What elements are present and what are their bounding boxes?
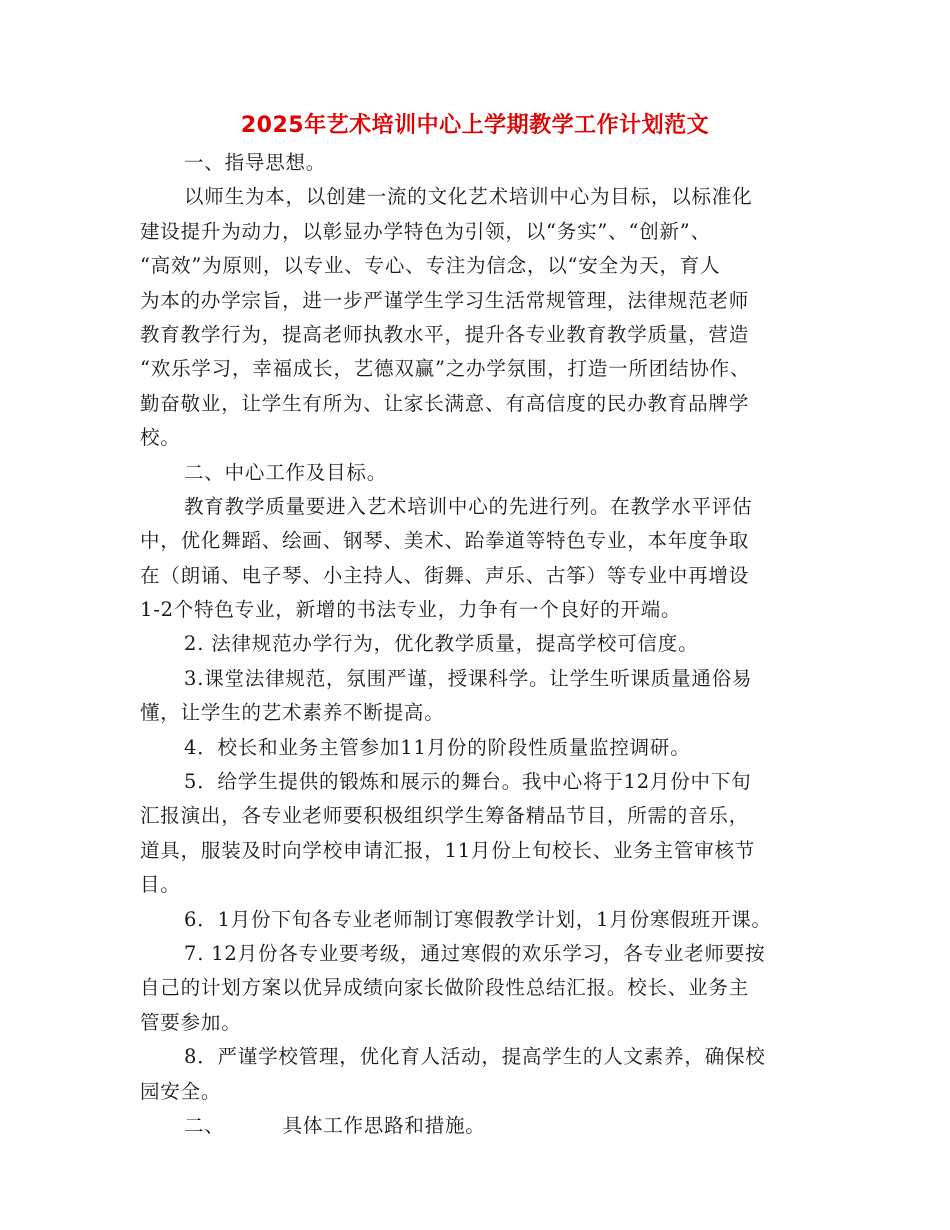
- text-line: 6．1月份下旬各专业老师制订寒假教学计划，1月份寒假班开课。: [184, 907, 772, 931]
- text-line: 8．严谨学校管理，优化育人活动，提高学生的人文素养，确保校: [184, 1045, 766, 1069]
- text-line: 教育教学质量要进入艺术培训中心的先进行列。在教学水平评估: [184, 494, 753, 518]
- text-line: 2. 法律规范办学行为，优化教学质量，提高学校可信度。: [184, 632, 699, 656]
- text-line: 勤奋敬业，让学生有所为、让家长满意、有高信度的民办教育品牌学: [140, 391, 750, 415]
- text-line: 道具，服装及时向学校申请汇报，11月份上旬校长、业务主管审核节: [140, 838, 756, 862]
- section-number: 二、: [184, 1113, 225, 1137]
- text-line: 为本的办学宗旨，进一步严谨学生学习生活常规管理，法律规范老师: [140, 288, 750, 312]
- text-line: 4．校长和业务主管参加11月份的阶段性质量监控调研。: [184, 735, 691, 759]
- text-line: “欢乐学习，幸福成长，艺德双赢”之办学氛围，打造一所团结协作、: [140, 357, 751, 381]
- text-line: 校。: [140, 426, 181, 450]
- text-line: 5．给学生提供的锻炼和展示的舞台。我中心将于12月份中下旬: [184, 770, 752, 794]
- text-line: 在（朗诵、电子琴、小主持人、街舞、声乐、古筝）等专业中再增设: [140, 563, 750, 587]
- document-title: 2025年艺术培训中心上学期教学工作计划范文: [240, 113, 710, 138]
- text-line: 二、中心工作及目标。: [184, 460, 388, 484]
- text-line: 以师生为本，以创建一流的文化艺术培训中心为目标，以标准化: [184, 185, 753, 209]
- text-line: 7. 12月份各专业要考级，通过寒假的欢乐学习，各专业老师要按: [184, 941, 766, 965]
- text-line: 自己的计划方案以优异成绩向家长做阶段性总结汇报。校长、业务主: [140, 976, 750, 1000]
- section-heading-text: 具体工作思路和措施。: [282, 1113, 486, 1137]
- text-line: 3.课堂法律规范，氛围严谨，授课科学。让学生听课质量通俗易: [184, 666, 753, 690]
- text-line: 一、指导思想。: [184, 151, 327, 174]
- text-line: 教育教学行为，提高老师执教水平，提升各专业教育教学质量，营造: [140, 322, 750, 346]
- section-heading-specific-measures: [140, 1109, 810, 1143]
- document-body: [140, 146, 810, 1143]
- text-line: 1-2个特色专业，新增的书法专业，力争有一个良好的开端。: [140, 598, 682, 622]
- text-line: 园安全。: [140, 1079, 222, 1103]
- text-line: 中，优化舞蹈、绘画、钢琴、美术、跆拳道等特色专业，本年度争取: [140, 529, 750, 553]
- text-line: 汇报演出，各专业老师要积极组织学生筹备精品节目，所需的音乐，: [140, 804, 750, 828]
- text-line: 目。: [140, 873, 181, 897]
- text-line: 管要参加。: [140, 1010, 242, 1034]
- text-line: 懂，让学生的艺术素养不断提高。: [140, 701, 445, 725]
- text-line: “高效”为原则，以专业、专心、专注为信念，以“安全为天，育人: [140, 254, 721, 278]
- text-line: 建设提升为动力，以彰显办学特色为引领，以“务实”、“创新”、: [140, 219, 711, 243]
